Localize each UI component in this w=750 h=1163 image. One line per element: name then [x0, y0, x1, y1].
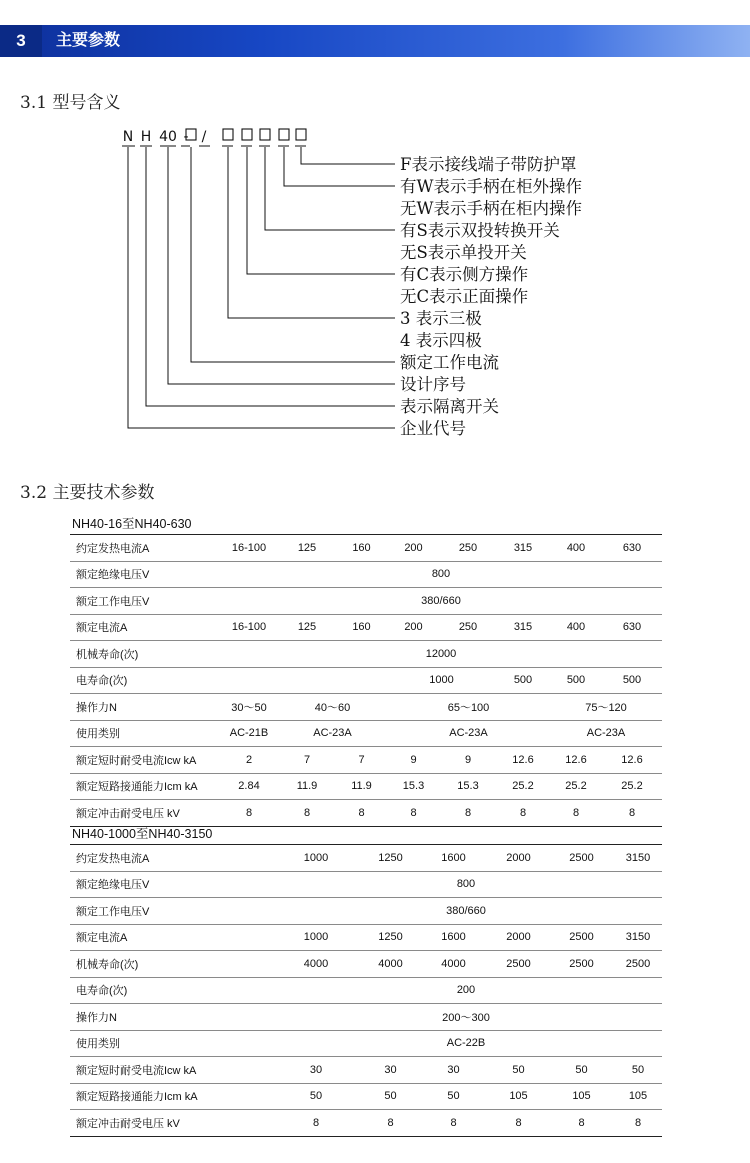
- table-cell: 8: [628, 806, 636, 819]
- table-cell: 8: [634, 1116, 642, 1129]
- table-cell: 200: [404, 621, 423, 634]
- table-cell: 200～300: [442, 1011, 490, 1024]
- row-label: 操作力N: [76, 1011, 117, 1024]
- leader-line-4: [228, 147, 395, 318]
- table-row: [70, 1030, 662, 1057]
- code-box-7: [242, 129, 252, 140]
- table-cell: 50: [631, 1063, 645, 1076]
- code-description-0: F表示接线端子带防护罩: [400, 155, 577, 174]
- table-cell: 12.6: [621, 753, 643, 766]
- table-cell: AC-23A: [586, 727, 626, 740]
- code-char-2: 40: [159, 129, 177, 145]
- table-cell: 2: [245, 753, 253, 766]
- table-row: [70, 898, 662, 925]
- table-cell: 8: [519, 806, 527, 819]
- row-label: 额定绝缘电压V: [76, 879, 150, 892]
- row-label: 额定工作电压V: [76, 905, 150, 918]
- code-box-8: [260, 129, 270, 140]
- table-cell: 8: [410, 806, 417, 819]
- table-row: [70, 1004, 662, 1031]
- table-row: [70, 747, 662, 774]
- table-cell: 8: [387, 1116, 394, 1129]
- table-cell: 8: [578, 1116, 585, 1129]
- table-row: [70, 977, 662, 1004]
- leader-line-5: [247, 147, 395, 274]
- row-label: 额定短路接通能力Icm kA: [76, 781, 198, 794]
- table-cell: 630: [622, 541, 642, 554]
- code-box-9: [279, 129, 289, 140]
- table-cell: 4000: [441, 957, 466, 970]
- leader-line-8: [301, 147, 395, 164]
- table-row: [70, 614, 662, 641]
- table-row: [70, 1057, 662, 1084]
- table-cell: 30: [309, 1063, 323, 1076]
- table-cell: 11.9: [351, 780, 372, 793]
- code-box-10: [296, 129, 306, 140]
- table-cell: 8: [358, 806, 365, 819]
- code-description-10: 设计序号: [400, 375, 466, 394]
- table-row: [70, 951, 662, 978]
- table-cell: 2000: [506, 851, 531, 864]
- table-cell: 500: [513, 674, 533, 687]
- table-cell: 7: [303, 753, 311, 766]
- row-label: 使用类别: [76, 728, 120, 741]
- table-cell: 800: [431, 568, 451, 581]
- table-cell: 105: [572, 1090, 591, 1103]
- code-description-12: 企业代号: [400, 419, 466, 438]
- subsection-title-model-meaning: 3.1 型号含义: [20, 93, 121, 113]
- table-cell: 8: [464, 806, 472, 819]
- table-cell: 250: [458, 541, 478, 554]
- spec-table-large: [70, 844, 662, 1137]
- table-cell: 12.6: [565, 753, 587, 766]
- table-cell: 125: [297, 621, 317, 634]
- table-cell: 50: [512, 1063, 525, 1076]
- spec-table-small: [70, 534, 662, 827]
- table-cell: 160: [352, 541, 371, 554]
- table-cell: 8: [245, 806, 253, 819]
- table-cell: 30～50: [231, 701, 267, 714]
- table2-title: NH40-1000至NH40-3150: [72, 827, 213, 841]
- code-description-3: 有S表示双投转换开关: [400, 221, 560, 240]
- table-cell: 3150: [625, 851, 651, 864]
- table-cell: 3150: [625, 931, 651, 944]
- row-label: 额定短路接通能力Icm kA: [76, 1091, 198, 1104]
- table-cell: 15.3: [402, 780, 425, 793]
- table-cell: 16-100: [231, 621, 267, 634]
- code-description-7: 3 表示三极: [400, 309, 482, 328]
- table-cell: 315: [513, 621, 533, 634]
- code-char-3: -: [183, 129, 189, 145]
- table-cell: 2500: [625, 957, 651, 970]
- table-cell: AC-21B: [229, 727, 269, 740]
- table-cell: 8: [572, 806, 580, 819]
- row-label: 约定发热电流A: [76, 542, 150, 555]
- table-cell: 50: [384, 1090, 397, 1103]
- code-description-5: 有C表示侧方操作: [400, 265, 529, 284]
- empty-cell: [220, 667, 387, 694]
- code-description-11: 表示隔离开关: [400, 397, 499, 416]
- table-cell: 315: [513, 541, 533, 554]
- row-label: 额定短时耐受电流Icw kA: [76, 754, 197, 767]
- table-cell: 4000: [378, 957, 403, 970]
- code-description-9: 额定工作电流: [400, 353, 499, 372]
- row-label: 机械寿命(次): [76, 648, 139, 661]
- row-label: 额定工作电压V: [76, 595, 150, 608]
- table-cell: 12.6: [512, 753, 534, 766]
- table-cell: 50: [309, 1090, 323, 1103]
- table-row: [70, 561, 662, 588]
- row-label: 电寿命(次): [76, 985, 128, 998]
- table-cell: 9: [410, 753, 417, 766]
- table-cell: 25.2: [621, 780, 643, 793]
- table-cell: 1600: [441, 851, 466, 864]
- code-char-0: N: [122, 129, 134, 145]
- table-cell: 380/660: [421, 594, 461, 607]
- table-cell: 105: [509, 1090, 528, 1103]
- table-cell: 8: [303, 806, 311, 819]
- table-cell: 500: [622, 674, 642, 687]
- table-cell: 1000: [429, 674, 454, 687]
- table-cell: 1000: [303, 931, 329, 944]
- table-cell: 16-100: [231, 541, 267, 554]
- table-cell: 380/660: [446, 904, 486, 917]
- table-row: [70, 1083, 662, 1110]
- table-row: [70, 588, 662, 615]
- table-cell: 8: [450, 1116, 457, 1129]
- row-label: 机械寿命(次): [76, 958, 139, 971]
- row-label: 额定冲击耐受电压 kV: [76, 1117, 180, 1130]
- table1-title: NH40-16至NH40-630: [72, 517, 192, 531]
- table-cell: 12000: [425, 647, 457, 660]
- table-row: [70, 720, 662, 747]
- table-row: [70, 1110, 662, 1137]
- subsection-title-main-params: 3.2 主要技术参数: [20, 483, 155, 503]
- table-cell: 50: [447, 1090, 460, 1103]
- table-cell: 400: [566, 541, 586, 554]
- table-cell: 25.2: [512, 780, 534, 793]
- table-cell: 40～60: [314, 701, 351, 714]
- code-description-8: 4 表示四极: [400, 331, 482, 350]
- table-cell: 30: [447, 1063, 460, 1076]
- table-row: [70, 871, 662, 898]
- row-label: 操作力N: [76, 701, 117, 714]
- table-cell: 200: [404, 541, 423, 554]
- row-label: 额定电流A: [76, 622, 128, 635]
- table-cell: 75～120: [585, 701, 627, 714]
- code-description-2: 无W表示手柄在柜内操作: [400, 199, 582, 218]
- table-cell: 105: [628, 1090, 648, 1103]
- table-cell: AC-23A: [449, 727, 488, 740]
- table-cell: 160: [352, 621, 371, 634]
- table-cell: AC-22B: [446, 1037, 486, 1050]
- table-cell: AC-23A: [313, 727, 352, 740]
- row-label: 额定冲击耐受电压 kV: [76, 807, 180, 820]
- code-char-5: /: [201, 129, 207, 145]
- table-cell: 125: [297, 541, 317, 554]
- row-label: 额定短时耐受电流Icw kA: [76, 1064, 197, 1077]
- table-cell: 800: [456, 878, 476, 891]
- table-cell: 9: [464, 753, 472, 766]
- row-label: 额定电流A: [76, 932, 128, 945]
- table-cell: 25.2: [565, 780, 587, 793]
- table-row: [70, 694, 662, 721]
- table-cell: 1000: [303, 851, 329, 864]
- table-cell: 500: [566, 674, 586, 687]
- table-row: [70, 800, 662, 827]
- table-cell: 1600: [441, 931, 466, 944]
- table-cell: 400: [566, 621, 586, 634]
- table-cell: 2500: [569, 851, 594, 864]
- leader-line-3: [191, 147, 395, 362]
- table-cell: 2500: [569, 957, 594, 970]
- section-number: 3: [0, 25, 42, 57]
- code-description-1: 有W表示手柄在柜外操作: [400, 177, 582, 196]
- table-cell: 2.84: [238, 780, 260, 793]
- table-cell: 7: [358, 753, 365, 766]
- row-label: 使用类别: [76, 1038, 120, 1051]
- table-cell: 15.3: [457, 780, 479, 793]
- section-title: 主要参数: [56, 32, 121, 49]
- table-row: [70, 667, 662, 694]
- code-char-1: H: [140, 129, 152, 145]
- row-label: 约定发热电流A: [76, 852, 150, 865]
- table-row: [70, 924, 662, 951]
- table-row: [70, 641, 662, 668]
- table-cell: 200: [456, 984, 476, 997]
- table-cell: 30: [384, 1063, 397, 1076]
- leader-line-2: [168, 147, 395, 384]
- table-row: [70, 535, 662, 562]
- table-cell: 250: [458, 621, 478, 634]
- row-label: 电寿命(次): [76, 675, 128, 688]
- table-cell: 630: [622, 621, 642, 634]
- code-box-6: [223, 129, 233, 140]
- table-cell: 65～100: [447, 701, 490, 714]
- table-cell: 2500: [506, 957, 531, 970]
- table-cell: 50: [575, 1063, 588, 1076]
- table-cell: 1250: [378, 851, 403, 864]
- table-cell: 2500: [569, 931, 594, 944]
- table-cell: 11.9: [296, 780, 318, 793]
- table-cell: 8: [515, 1116, 522, 1129]
- table-cell: 1250: [378, 931, 403, 944]
- row-label: 额定绝缘电压V: [76, 569, 150, 582]
- model-code-diagram: [0, 0, 750, 470]
- code-description-4: 无S表示单投开关: [400, 243, 527, 262]
- table-row: [70, 845, 662, 872]
- table-cell: 4000: [303, 957, 329, 970]
- table-row: [70, 773, 662, 800]
- table-cell: 8: [312, 1116, 320, 1129]
- table-cell: 2000: [506, 931, 531, 944]
- code-description-6: 无C表示正面操作: [400, 287, 529, 306]
